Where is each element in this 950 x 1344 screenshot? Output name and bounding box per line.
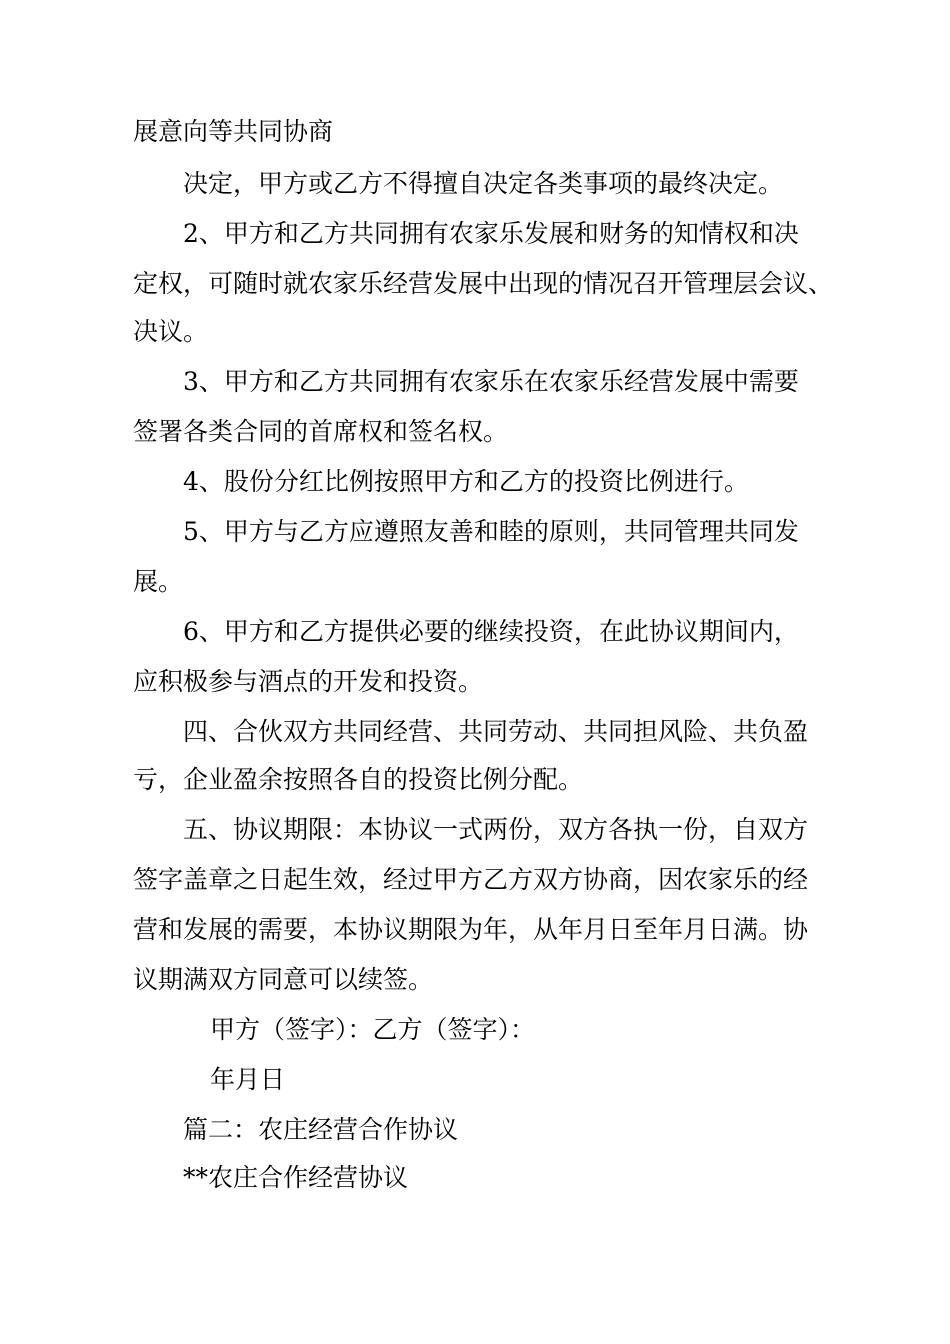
text-line: 签署各类合同的首席权和签名权。 xyxy=(133,417,509,446)
text-line: 营和发展的需要，本协议期限为年，从年月日至年月日满。协 xyxy=(133,915,809,944)
text-line: 亏，企业盈余按照各自的投资比例分配。 xyxy=(133,765,584,794)
text-line: 5、甲方与乙方应遵照友善和睦的原则，共同管理共同发 xyxy=(183,517,799,546)
text-line: 展。 xyxy=(133,567,184,596)
text-line: 议期满双方同意可以续签。 xyxy=(133,965,434,994)
signature-line: 甲方（签字）：乙方（签字）： xyxy=(210,1015,536,1044)
text-line: 3、甲方和乙方共同拥有农家乐在农家乐经营发展中需要 xyxy=(183,367,799,396)
text-line: 6、甲方和乙方提供必要的继续投资，在此协议期间内， xyxy=(183,617,799,646)
text-line: 决议。 xyxy=(133,317,209,346)
text-line: 4、股份分红比例按照甲方和乙方的投资比例进行。 xyxy=(183,467,749,496)
text-line: 五、协议期限：本协议一式两份，双方各执一份，自双方 xyxy=(183,815,809,844)
text-line: 定权，可随时就农家乐经营发展中出现的情况召开管理层会议、 xyxy=(133,269,834,298)
text-line: 决定，甲方或乙方不得擅自决定各类事项的最终决定。 xyxy=(183,169,784,198)
text-line: 签字盖章之日起生效，经过甲方乙方双方协商，因农家乐的经 xyxy=(133,865,809,894)
text-line: 2、甲方和乙方共同拥有农家乐发展和财务的知情权和决 xyxy=(183,219,799,248)
text-line: 应积极参与酒点的开发和投资。 xyxy=(133,667,484,696)
text-line: 展意向等共同协商 xyxy=(133,117,334,146)
date-line: 年月日 xyxy=(210,1065,286,1094)
section-heading: 篇二：农庄经营合作协议 xyxy=(183,1115,459,1144)
text-line: 四、合伙双方共同经营、共同劳动、共同担风险、共负盈 xyxy=(183,717,809,746)
document-title: **农庄合作经营协议 xyxy=(183,1163,409,1192)
